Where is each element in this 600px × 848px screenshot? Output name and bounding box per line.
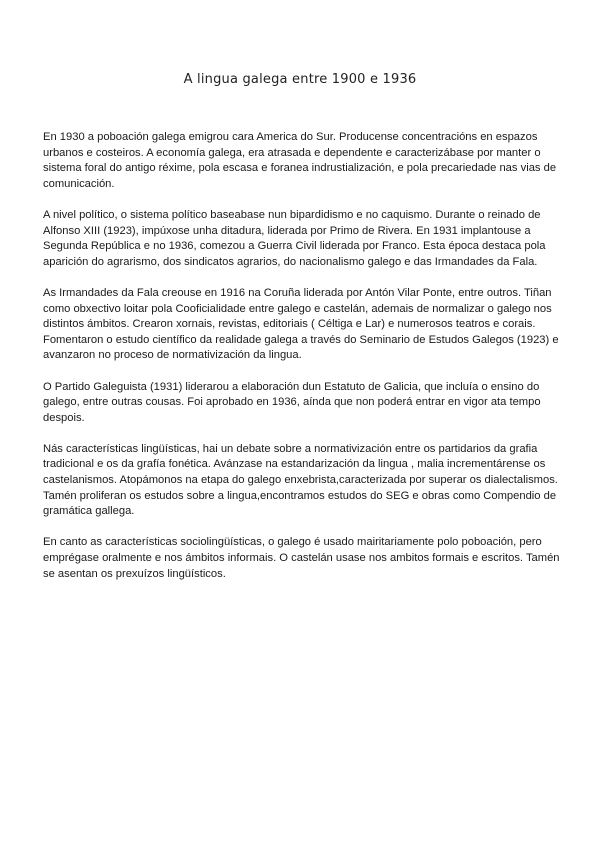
document-title: A lingua galega entre 1900 e 1936 — [183, 72, 417, 87]
paragraph-6: En canto as características sociolingüísticas, o galego é usado mairitariamente polo poboación, pero emprégase oralmente e nos ámbitos informais. O castelán usase nos ambitos formais e escritos. Tamén se asentan os prexuízos lingüísticos. — [43, 536, 560, 580]
paragraph-4: O Partido Galeguista (1931) liderarou a elaboración dun Estatuto de Galicia, que incluía o ensino do galego, entre outras cousas. Foi aprobado en 1936, aínda que non poderá entrar en vigor ata tempo despois. — [43, 380, 541, 424]
paragraph-3: As Irmandades da Fala creouse en 1916 na Coruña liderada por Antón Vilar Ponte, entre outros. Tiñan como obxectivo loitar pola Cooficialidade entre galego e castelán, ademais de normalizar o galego nos distintos ámbitos. Crearon xornais, revistas, editoriais ( Céltiga e Lar) e numerosos teatros e corais. Fomentaron o estudo científico da realidade galega a través do Seminario de Estudos Galegos (1923) e avanzaron no proceso de normativización da lingua. — [43, 286, 559, 362]
document-body — [43, 130, 563, 598]
paragraph-5: Nás características lingüísticas, hai un debate sobre a normativización entre os partidarios da grafia tradicional e os da grafía fonética. Avánzase na estandarización da lingua , malia incrementárense os castelanismos. Atopámonos na etapa do galego enxebrista,caracterizada por superar os dialectalismos. Tamén proliferan os estudos sobre a lingua,encontramos estudos do SEG e obras como Compendio de gramática gallega. — [43, 442, 558, 518]
paragraph-1: En 1930 a poboación galega emigrou cara America do Sur. Producense concentracións en espazos urbanos e costeiros. A economía galega, era atrasada e dependente e caracterizábase por manter o sistema foral do antigo réxime, pola escasa e foranea indrustialización, e pola precariedade nas vias de comunicación. — [43, 131, 557, 190]
paragraph-2: A nivel político, o sistema político baseabase nun bipardidismo e no caquismo. Durante o reinado de Alfonso XIII (1923), impúxose unha ditadura, liderada por Primo de Rivera. En 1931 implantouse a Segunda República e no 1936, comezou a Guerra Civil liderada por Franco. Esta época destaca pola aparición do agrarismo, dos sindicatos agrarios, do nacionalismo galego e das Irmandades da Fala. — [43, 208, 546, 268]
